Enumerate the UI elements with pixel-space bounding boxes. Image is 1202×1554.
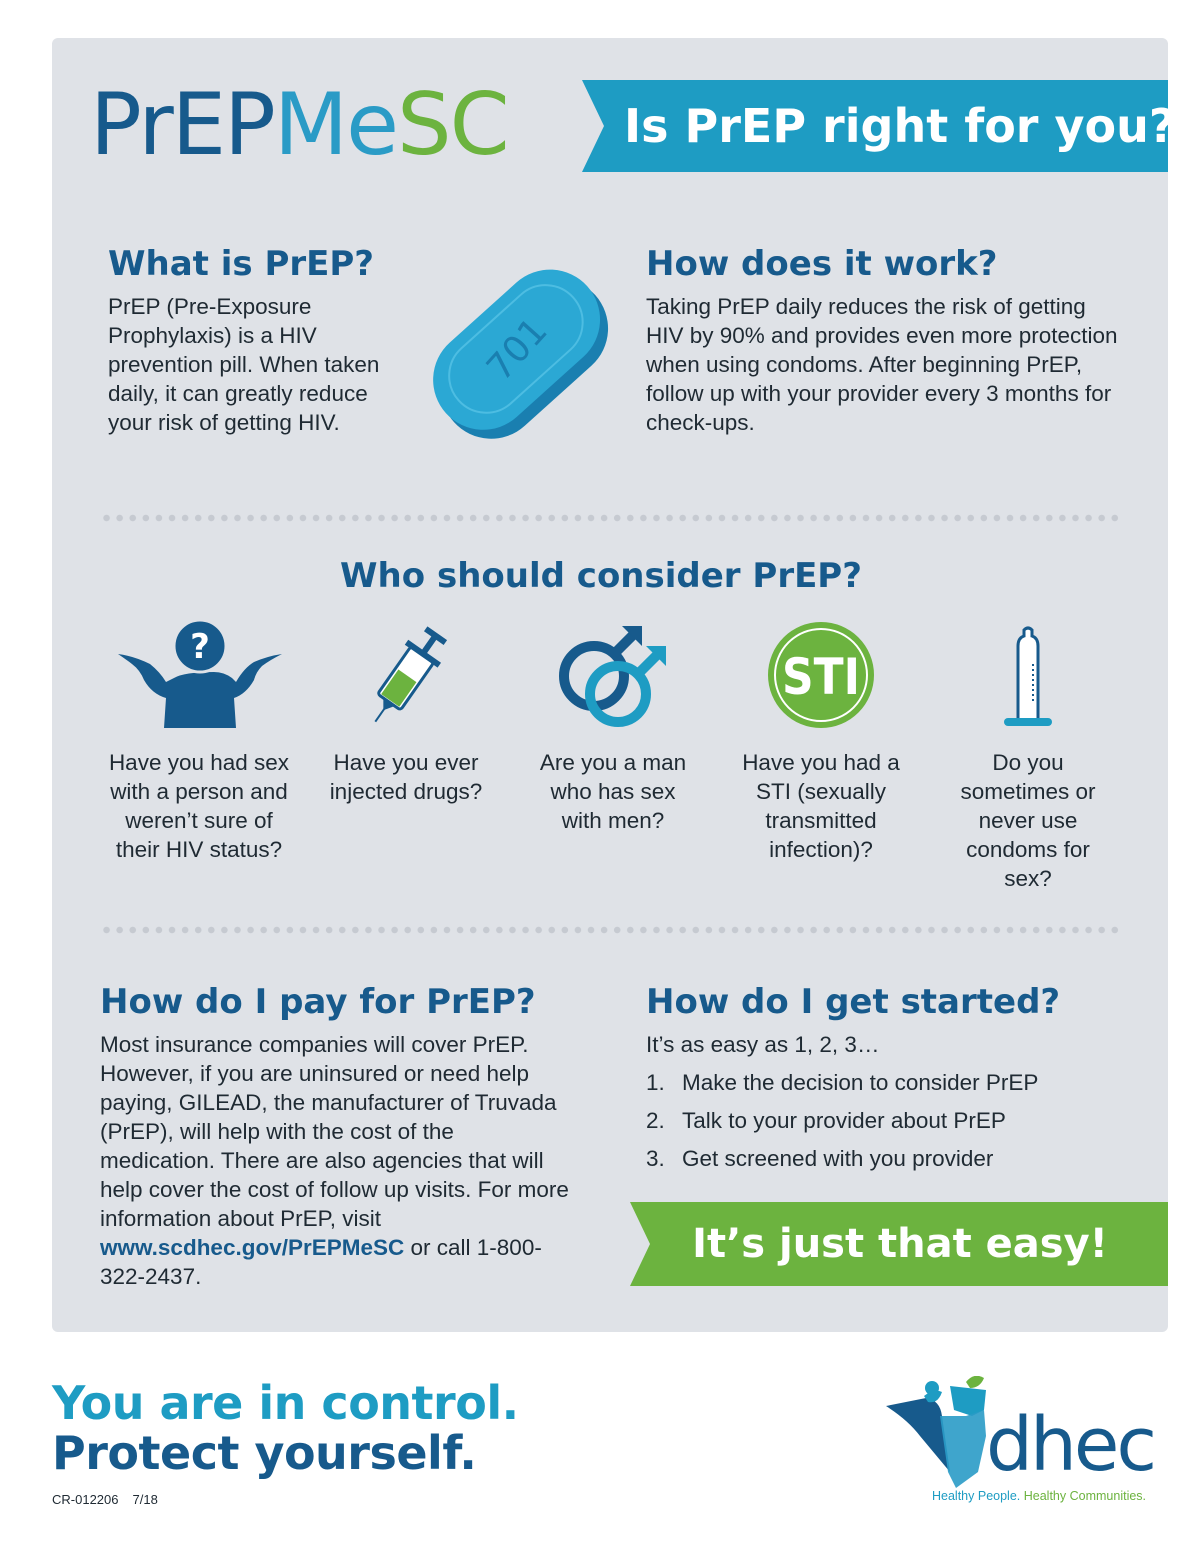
dhec-wordmark: dhec [986, 1402, 1155, 1488]
condom-icon [1000, 624, 1056, 730]
how-do-i-pay-text: Most insurance companies will cover PrEP. However, if you are uninsured or need help paying, GILEAD, the manufacturer of Truvada (PrEP), will help with the cost of the medication. There are also agencies that will help cover the cost of follow up visits. For more information about PrEP, visit www.scdhec.gov/PrEPMeSC or call 1-800-322-2437. [100, 1032, 569, 1289]
syringe-icon [366, 620, 450, 730]
tagline-in-control: You are in control. [52, 1376, 519, 1430]
steps-list [646, 1068, 1038, 1182]
how-does-it-work-heading: How does it work? [646, 244, 998, 284]
easy-banner [630, 1202, 1168, 1286]
header-banner [582, 80, 1176, 172]
what-is-prep-text: PrEP (Pre-Exposure Prophylaxis) is a HIV prevention pill. When taken daily, it can greatly reduce your risk of getting HIV. [108, 294, 380, 435]
male-male-symbol-icon [556, 622, 672, 732]
question-sti: Have you had a STI (sexually transmitted infection)? [742, 750, 900, 862]
pill-imprint: 701 [479, 310, 556, 389]
question-injected-drugs: Have you ever injected drugs? [329, 750, 483, 804]
confused-person-icon [114, 616, 284, 732]
how-do-i-pay-heading: How do I pay for PrEP? [100, 982, 536, 1022]
list-item: 3. Get screened with you provider [646, 1146, 994, 1171]
how-do-i-get-started-heading: How do I get started? [646, 982, 1061, 1022]
get-started-intro: It’s as easy as 1, 2, 3… [646, 1032, 880, 1057]
document-code: CR-012206 7/18 [52, 1492, 158, 1507]
who-should-consider-heading: Who should consider PrEP? [340, 556, 862, 596]
easy-banner-text: It’s just that easy! [692, 1221, 1108, 1267]
tagline-protect-yourself: Protect yourself. [52, 1426, 477, 1480]
what-is-prep-heading: What is PrEP? [108, 244, 375, 284]
website-link[interactable]: www.scdhec.gov/PrEPMeSC [100, 1235, 405, 1260]
question-unsure-status: Have you had sex with a person and weren’t sure of their HIV status? [108, 750, 290, 862]
question-condoms: Do you sometimes or never use condoms for sex? [960, 750, 1096, 891]
list-item: 2. Talk to your provider about PrEP [646, 1108, 1006, 1133]
pill-icon [420, 252, 620, 452]
question-msm: Are you a man who has sex with men? [539, 750, 687, 833]
dotted-divider [100, 514, 1122, 522]
svg-text:STI: STI [782, 648, 860, 706]
dotted-divider [100, 926, 1122, 934]
svg-text:?: ? [190, 627, 210, 667]
dhec-tagline: Healthy People. Healthy Communities. [932, 1489, 1147, 1503]
how-does-it-work-text: Taking PrEP daily reduces the risk of getting HIV by 90% and provides even more protection when using condoms. After beginning PrEP, follow up with your provider every 3 months for check-ups. [646, 294, 1118, 435]
prepmesc-logo: PrEPMeSC [90, 75, 508, 175]
list-item: 1. Make the decision to consider PrEP [646, 1070, 1039, 1095]
banner-title: Is PrEP right for you? [624, 99, 1176, 153]
sti-badge-icon [766, 620, 876, 730]
